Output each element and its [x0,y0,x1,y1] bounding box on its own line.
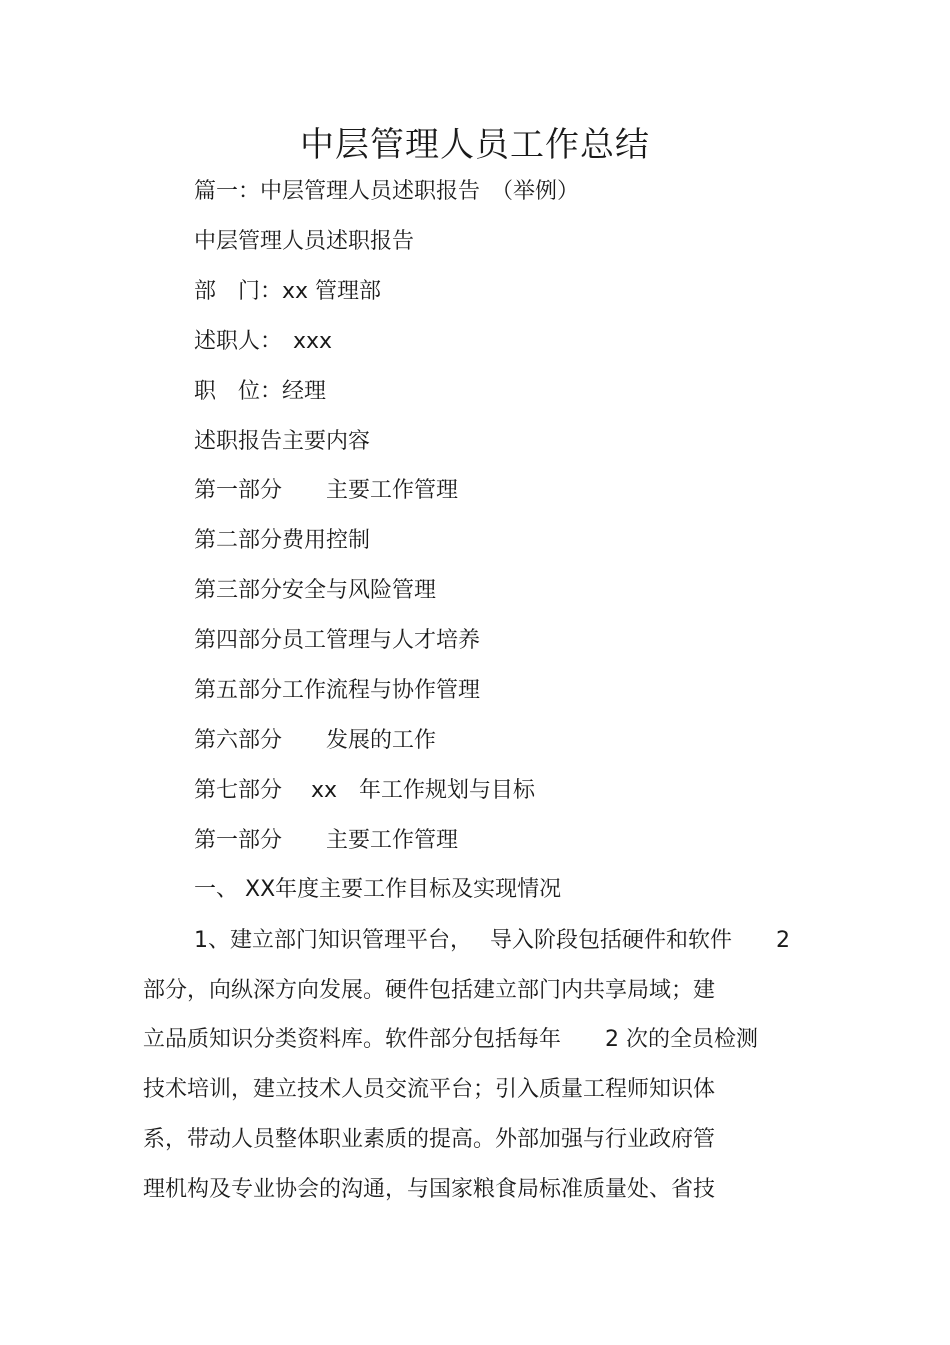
paragraph-line: 系，带动人员整体职业素质的提高。外部加强与行业政府管 [143,1127,716,1152]
toc-item: 第三部分安全与风险管理 [194,578,437,603]
toc-item: 第二部分费用控制 [194,528,371,553]
toc-item: 第四部分员工管理与人才培养 [194,628,481,653]
toc-item: 第七部分 xx 年工作规划与目标 [194,778,536,803]
document-title: 中层管理人员工作总结 [300,125,650,165]
paragraph-line: 技术培训，建立技术人员交流平台；引入质量工程师知识体 [143,1077,716,1102]
paragraph-line: 1、建立部门知识管理平台， 导入阶段包括硬件和软件 2 [194,928,790,953]
toc-item: 第一部分 主要工作管理 [194,478,459,503]
paragraph-line: 理机构及专业协会的沟通，与国家粮食局标准质量处、省技 [143,1177,716,1202]
department-line: 部 门：xx 管理部 [194,279,382,304]
toc-item: 第六部分 发展的工作 [194,728,437,753]
paragraph-line: 部分，向纵深方向发展。硬件包括建立部门内共享局域；建 [143,978,716,1003]
subsection-heading: 一、 XX年度主要工作目标及实现情况 [194,877,562,902]
toc-item: 第五部分工作流程与协作管理 [194,678,481,703]
section-heading: 第一部分 主要工作管理 [194,828,459,853]
report-title: 中层管理人员述职报告 [194,229,415,254]
reporter-line: 述职人： xxx [194,329,333,354]
chapter-heading: 篇一：中层管理人员述职报告 （举例） [194,179,580,204]
paragraph-line: 立品质知识分类资料库。软件部分包括每年 2 次的全员检测 [143,1027,758,1052]
position-line: 职 位：经理 [194,379,327,404]
contents-heading: 述职报告主要内容 [194,429,371,454]
